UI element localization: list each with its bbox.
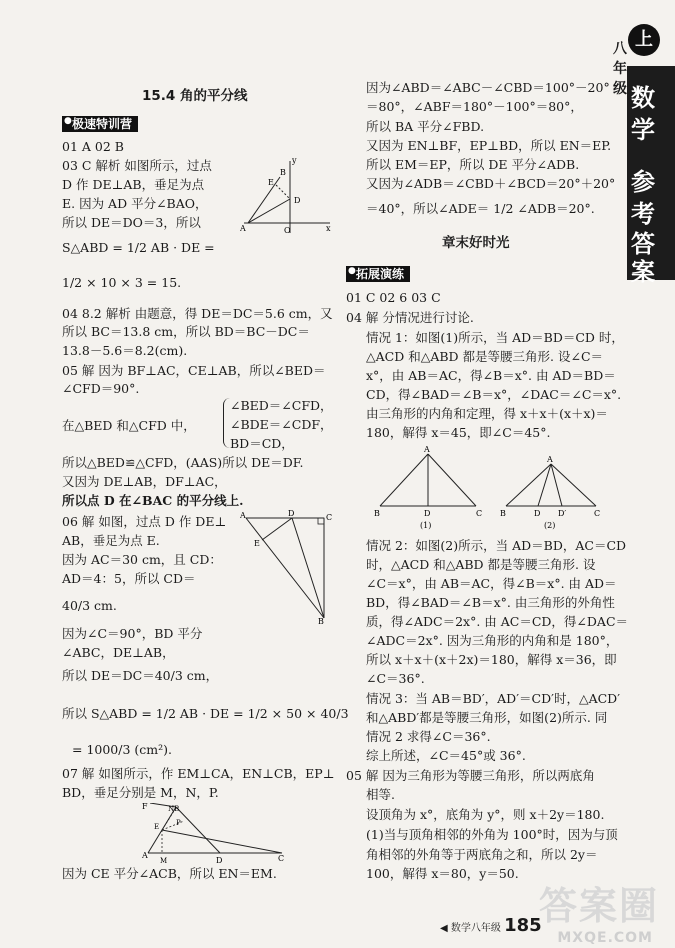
- answer-line: x°，由 AB＝AC，得∠B＝x°. 由 AD＝BD＝: [366, 368, 616, 383]
- answer-line: 在△BED 和△CFD 中，: [62, 418, 196, 433]
- page-footer: [440, 915, 542, 936]
- svg-text:B: B: [318, 617, 324, 625]
- extension-bar-label: 拓展演练: [356, 267, 405, 281]
- fig-label-1: (1): [420, 521, 432, 530]
- svg-text:B: B: [500, 509, 506, 518]
- volume-badge: 上: [628, 24, 660, 56]
- answer-line: E. 因为 AD 平分∠BAO，: [62, 196, 208, 211]
- answer-line: 综上所述，∠C＝45°或 36°.: [366, 748, 526, 763]
- answer-line: = 1000/3 (cm²).: [72, 742, 172, 757]
- answer-line: 所以 S△ABD = 1/2 AB · DE = 1/2 × 50 × 40/3: [62, 706, 349, 721]
- svg-text:C: C: [594, 509, 601, 518]
- svg-text:E: E: [254, 539, 260, 548]
- answer-line: 06 解 如图，过点 D 作 DE⊥: [62, 514, 227, 529]
- svg-text:D: D: [294, 196, 301, 205]
- svg-text:x: x: [326, 224, 331, 233]
- answer-line: 所以 EM＝EP，所以 DE 平分∠ADB.: [366, 157, 580, 172]
- figure-06: [240, 510, 335, 625]
- answer-line: 和△ABD′都是等腰三角形，如图(2)所示. 同: [366, 710, 608, 725]
- answer-line: 40/3 cm.: [62, 598, 117, 613]
- svg-text:B: B: [280, 168, 286, 177]
- answer-line: 又因为∠ADB＝∠CBD＋∠BCD＝20°＋20°: [366, 176, 616, 191]
- answer-line: AD＝4：5，所以 CD＝: [62, 571, 196, 586]
- svg-text:A: A: [547, 455, 553, 464]
- answer-line: 又因为 DE⊥AB，DF⊥AC，: [62, 474, 227, 489]
- answer-line: (1)当与顶角相邻的外角为 100°时，因为与顶: [366, 827, 618, 842]
- answer-line: 角相邻的外角等于两底角之和，所以 2y＝: [366, 847, 598, 862]
- answer-line: ＝40°，所以∠ADE＝ 1/2 ∠ADB＝20°.: [366, 201, 595, 216]
- svg-text:A: A: [240, 511, 246, 520]
- arrow-left-icon: ◀: [440, 923, 448, 934]
- fig-label-2: (2): [544, 521, 556, 530]
- answer-line: 设顶角为 x°，底角为 y°，则 x＋2y＝180.: [366, 807, 605, 822]
- side-char: 数: [631, 84, 655, 112]
- answer-line: 情况 2：如图(2)所示，当 AD＝BD，AC＝CD: [366, 538, 627, 553]
- answer-line: 13.8－5.6＝8.2(cm).: [62, 343, 188, 358]
- answer-line: 质，得∠ADC＝2x°. 由 AC＝CD，得∠DAC＝: [366, 614, 629, 629]
- answer-line: 时，△ACD 和△ABD 都是等腰三角形. 设: [366, 557, 596, 572]
- chapter-title: 章末好时光: [442, 235, 510, 251]
- answer-line: BD＝CD，: [230, 436, 294, 451]
- answer-line: △ACD 和△ABD 都是等腰三角形. 设∠C＝: [366, 349, 604, 364]
- answer-line: 04 8.2 解析 由题意，得 DE＝DC＝5.6 cm，又: [62, 306, 333, 321]
- svg-text:C: C: [326, 513, 333, 522]
- grade-label: 八年级: [613, 41, 627, 97]
- page-number: 185: [504, 915, 542, 936]
- svg-text:y: y: [292, 156, 297, 165]
- svg-text:C: C: [278, 854, 285, 863]
- answer-line: 情况 3：当 AB＝BD′，AD′＝CD′时，△ACD′: [366, 691, 621, 706]
- answer-line: 所以 BA 平分∠FBD.: [366, 119, 485, 134]
- svg-text:A: A: [142, 851, 148, 860]
- answer-line: 01 C 02 6 03 C: [346, 290, 441, 305]
- svg-text:F: F: [142, 803, 148, 811]
- svg-text:O: O: [284, 226, 291, 235]
- side-char: 学: [631, 116, 655, 144]
- answer-line: 05 解 因为三角形为等腰三角形，所以两底角: [346, 768, 595, 783]
- figure-07: [140, 803, 290, 865]
- answer-line: 180，解得 x＝45，即∠C＝45°.: [366, 425, 551, 440]
- svg-text:A: A: [240, 224, 246, 233]
- answer-line: 所以 DE＝DO＝3，所以: [62, 215, 201, 230]
- answer-line: CD，得∠BAD＝∠B＝x°，∠DAC＝∠C＝x°.: [366, 387, 622, 402]
- subject-vertical-bar: [627, 66, 675, 286]
- answer-line: 相等.: [366, 787, 395, 802]
- svg-text:C: C: [476, 509, 483, 518]
- answer-line: 07 解 如图所示，作 EM⊥CA，EN⊥CB，EP⊥: [62, 766, 335, 781]
- answer-line: ∠C＝36°.: [366, 671, 425, 686]
- figure-03: [240, 155, 335, 235]
- answer-line: ∠CFD＝90°.: [62, 381, 140, 396]
- book-name: 数学八年级: [450, 923, 501, 934]
- svg-text:P: P: [176, 819, 181, 827]
- svg-text:D: D: [288, 510, 295, 518]
- answer-line: 1/2 × 10 × 3 = 15.: [62, 275, 182, 290]
- figure-04: [372, 444, 612, 534]
- watermark-logo: 答案圈: [538, 884, 659, 928]
- answer-line: D 作 DE⊥AB，垂足为点: [62, 177, 205, 192]
- svg-text:E: E: [268, 178, 274, 187]
- answer-line: 04 解 分情况进行讨论.: [346, 310, 474, 325]
- answer-line: 05 解 因为 BF⊥AC，CE⊥AB，所以∠BED＝: [62, 363, 326, 378]
- answer-line: AB，垂足为点 E.: [62, 533, 160, 548]
- answer-line: BD，得∠BAD＝∠B＝x°. 由三角形的外角性: [366, 595, 615, 610]
- answer-line: 因为 CE 平分∠ACB，所以 EN＝EM.: [62, 866, 277, 881]
- answer-line: S△ABD = 1/2 AB · DE =: [62, 240, 215, 255]
- answer-line: 情况 1：如图(1)所示，当 AD＝BD＝CD 时，: [366, 330, 624, 345]
- svg-text:D: D: [216, 856, 223, 865]
- answer-line: 所以 BC＝13.8 cm，所以 BD＝BC－DC＝: [62, 324, 310, 339]
- side-char: 参: [631, 168, 655, 196]
- answer-line: 01 A 02 B: [62, 139, 124, 154]
- side-char: 案: [631, 258, 655, 286]
- svg-text:B: B: [374, 509, 380, 518]
- answer-line: 由三角形的内角和定理，得 x＋x＋(x＋x)＝: [366, 406, 608, 421]
- answer-line: BD，垂足分别是 M，N，P.: [62, 785, 219, 800]
- answer-line: 所以 x＋x＋(x＋2x)＝180，解得 x＝36，即: [366, 652, 617, 667]
- svg-text:D: D: [424, 509, 431, 518]
- side-char: 答: [631, 230, 655, 258]
- svg-text:D: D: [534, 509, 541, 518]
- answer-line: 情况 2 求得∠C＝36°.: [366, 729, 491, 744]
- answer-line: 所以△BED≌△CFD，(AAS)所以 DE＝DF.: [62, 455, 304, 470]
- answer-line: ∠C＝x°，由 AB＝AC，得∠B＝x°. 由 AD＝: [366, 576, 617, 591]
- answer-line: 因为∠ABD＝∠ABC－∠CBD＝100°－20°: [366, 80, 610, 95]
- answer-line: 100，解得 x＝80，y＝50.: [366, 866, 519, 881]
- answer-line: 因为∠C＝90°，BD 平分: [62, 626, 203, 641]
- practice-bar: ● 极速特训营: [62, 116, 138, 132]
- answer-line: ∠ADC＝2x°. 因为三角形的内角和是 180°，: [366, 633, 619, 648]
- brace: [223, 398, 230, 448]
- answer-line: ∠ABC，DE⊥AB，: [62, 645, 175, 660]
- answer-line: ＝80°，∠ABF＝180°－100°＝80°，: [366, 99, 583, 114]
- svg-text:A: A: [424, 445, 430, 454]
- svg-text:M: M: [160, 857, 168, 865]
- watermark-url: MXQE.COM: [557, 930, 653, 946]
- svg-text:E: E: [154, 823, 160, 831]
- answer-line: 03 C 解析 如图所示，过点: [62, 158, 212, 173]
- practice-bar-label: 极速特训营: [72, 117, 133, 131]
- answer-line: 因为 AC＝30 cm，且 CD：: [62, 552, 222, 567]
- answer-line: 又因为 EN⊥BF，EP⊥BD，所以 EN＝EP.: [366, 138, 612, 153]
- side-char: 考: [631, 200, 655, 228]
- answer-line: 所以 DE＝DC＝40/3 cm，: [62, 668, 219, 683]
- svg-text:D′: D′: [558, 509, 567, 518]
- svg-text:NB: NB: [168, 805, 180, 813]
- section-title: 15.4 角的平分线: [142, 88, 248, 104]
- answer-line: ∠BED＝∠CFD，: [230, 398, 333, 413]
- extension-bar: ● 拓展演练: [346, 266, 410, 282]
- answer-line: 所以点 D 在∠BAC 的平分线上.: [62, 493, 244, 508]
- answer-line: ∠BDE＝∠CDF，: [230, 417, 333, 432]
